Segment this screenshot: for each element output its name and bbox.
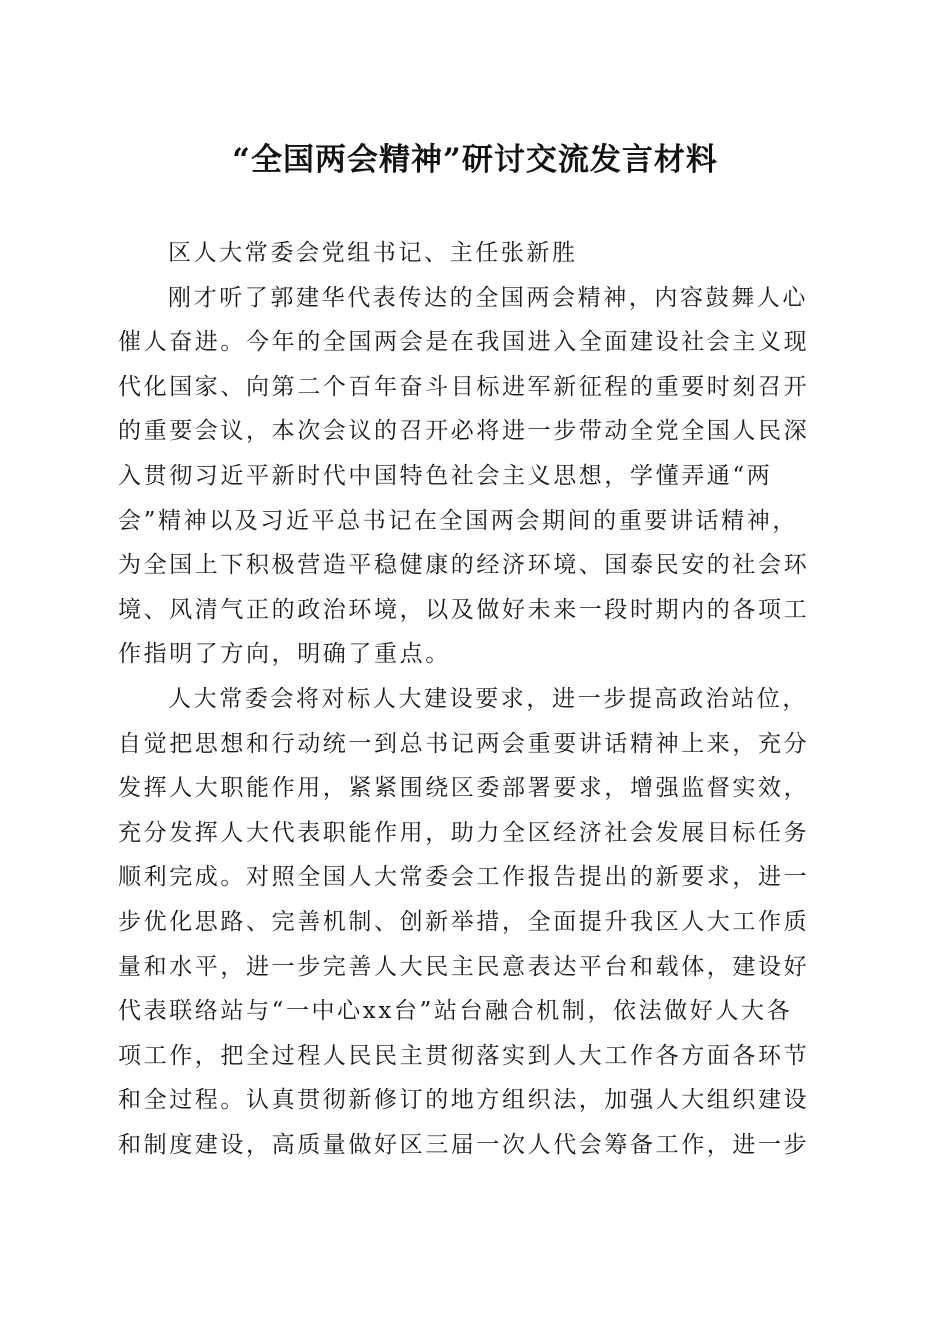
paragraph-2-line-2: 自觉把思想和行动统一到总书记两会重要讲话精神上来，充分 <box>118 730 810 757</box>
paragraph-2-line-3: 发挥人大职能作用，紧紧围绕区委部署要求，增强监督实效， <box>118 775 810 802</box>
paragraph-2-line-7: 量和水平，进一步完善人大民主民意表达平台和载体，建设好 <box>118 953 810 980</box>
document-title: “全国两会精神”研讨交流发言材料 <box>232 142 718 178</box>
paragraph-2-line-4: 充分发挥人大代表职能作用，助力全区经济社会发展目标任务 <box>118 819 810 846</box>
paragraph-2-line-11: 和制度建设，高质量做好区三届一次人代会筹备工作，进一步 <box>118 1131 810 1158</box>
paragraph-1-line-4: 的重要会议，本次会议的召开必将进一步带动全党全国人民深 <box>118 418 810 445</box>
paragraph-1-line-1: 刚才听了郭建华代表传达的全国两会精神，内容鼓舞人心 <box>168 284 808 311</box>
paragraph-1-line-9: 作指明了方向，明确了重点。 <box>118 641 451 668</box>
author-line: 区人大常委会党组书记、主任张新胜 <box>168 240 578 266</box>
paragraph-1-line-2: 催人奋进。今年的全国两会是在我国进入全面建设社会主义现 <box>118 329 810 356</box>
paragraph-1-line-8: 境、风清气正的政治环境，以及做好未来一段时期内的各项工 <box>118 596 810 623</box>
paragraph-1-line-5: 入贯彻习近平新时代中国特色社会主义思想，学懂弄通“两 <box>118 462 773 489</box>
paragraph-2-line-1: 人大常委会将对标人大建设要求，进一步提高政治站位， <box>168 685 808 712</box>
paragraph-2-line-8: 代表联络站与“一中心xx台”站台融合机制，依法做好人大各 <box>118 998 793 1025</box>
document-body <box>118 231 826 1167</box>
paragraph-2-line-6: 步优化思路、完善机制、创新举措，全面提升我区人大工作质 <box>118 908 810 935</box>
paragraph-2-line-5: 顺利完成。对照全国人大常委会工作报告提出的新要求，进一 <box>118 864 810 891</box>
paragraph-1-line-7: 为全国上下积极营造平稳健康的经济环境、国泰民安的社会环 <box>118 552 810 579</box>
paragraph-2-line-9: 项工作，把全过程人民民主贯彻落实到人大工作各方面各环节 <box>118 1042 810 1069</box>
paragraph-1-line-3: 代化国家、向第二个百年奋斗目标进军新征程的重要时刻召开 <box>118 373 810 400</box>
paragraph-1-line-6: 会”精神以及习近平总书记在全国两会期间的重要讲话精神， <box>118 507 798 534</box>
paragraph-2-line-10: 和全过程。认真贯彻新修订的地方组织法，加强人大组织建设 <box>118 1087 810 1114</box>
